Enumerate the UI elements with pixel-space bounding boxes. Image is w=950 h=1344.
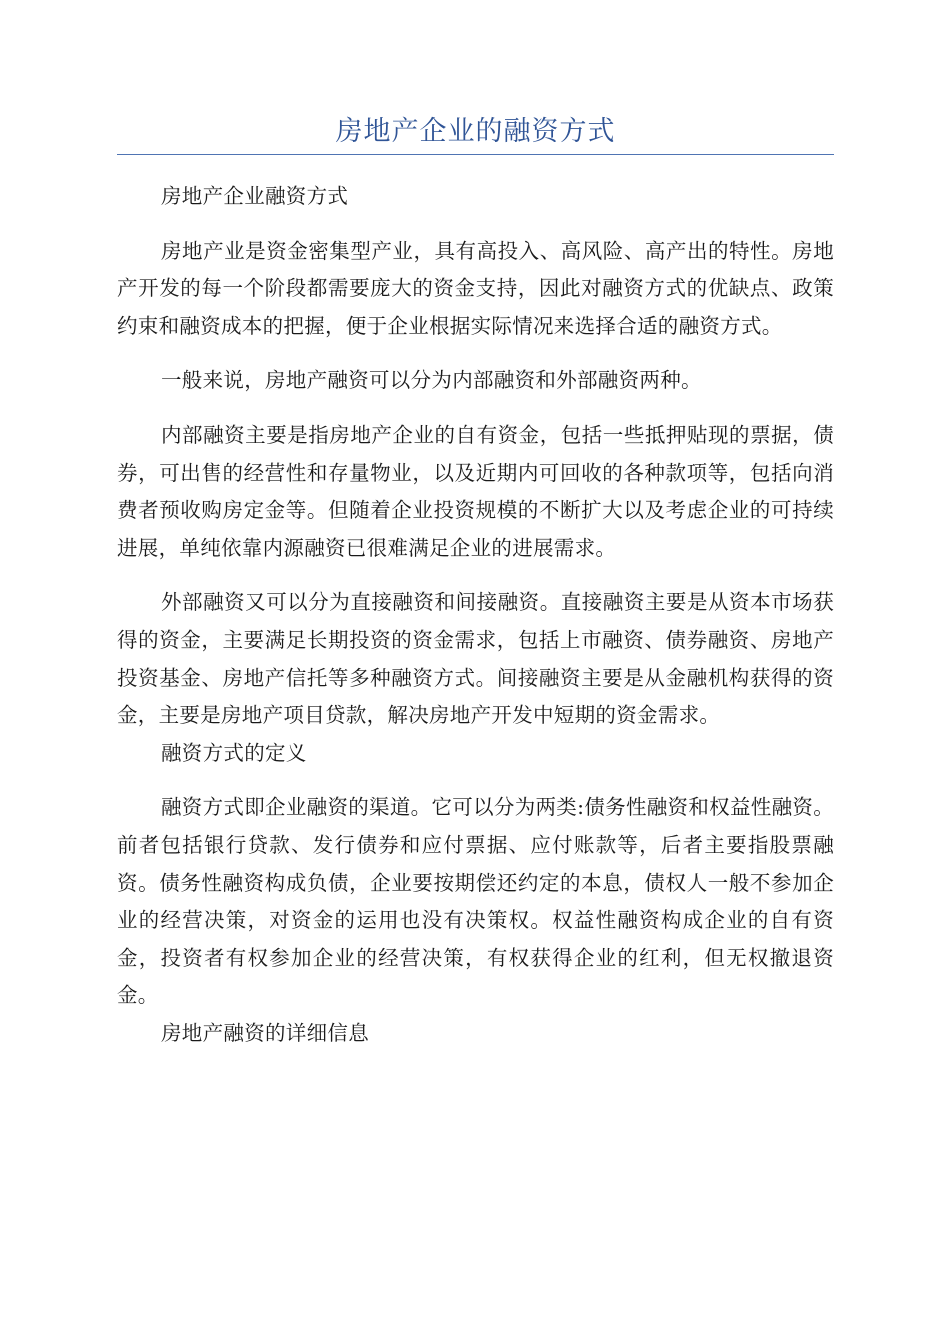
paragraph: 一般来说，房地产融资可以分为内部融资和外部融资两种。 [161, 368, 702, 393]
paragraph: 外部融资又可以分为直接融资和间接融资。直接融资主要是从资本市场获得的资金，主要满足长期投资的资金需求，包括上市融资、债券融资、房地产投资基金、房地产信托等多种融资方式。间接融资主要是从金融机构获得的资金，主要是房地产项目贷款，解决房地产开发中短期的资金需求。 [117, 590, 834, 728]
document-body [117, 178, 834, 1052]
paragraph: 融资方式即企业融资的渠道。它可以分为两类:债务性融资和权益性融资。前者包括银行贷款、发行债券和应付票据、应付账款等，后者主要指股票融资。债务性融资构成负债，企业要按期偿还约定的本息，债权人一般不参加企业的经营决策，对资金的运用也没有决策权。权益性融资构成企业的自有资金，投资者有权参加企业的经营决策，有权获得企业的红利，但无权撤退资金。 [117, 795, 834, 1008]
section-heading: 融资方式的定义 [161, 740, 307, 765]
title-underline [117, 154, 834, 155]
paragraph: 房地产业是资金密集型产业，具有高投入、高风险、高产出的特性。房地产开发的每一个阶段都需要庞大的资金支持，因此对融资方式的优缺点、政策约束和融资成本的把握，便于企业根据实际情况来选择合适的融资方式。 [117, 238, 834, 338]
section-heading: 房地产企业融资方式 [161, 184, 349, 208]
section-heading: 房地产融资的详细信息 [161, 1020, 369, 1045]
paragraph: 内部融资主要是指房地产企业的自有资金，包括一些抵押贴现的票据，债券，可出售的经营性和存量物业，以及近期内可回收的各种款项等，包括向消费者预收购房定金等。但随着企业投资规模的不断扩大以及考虑企业的可持续进展，单纯依靠内源融资已很难满足企业的进展需求。 [117, 422, 834, 560]
document-title: 房地产企业的融资方式 [335, 116, 616, 147]
